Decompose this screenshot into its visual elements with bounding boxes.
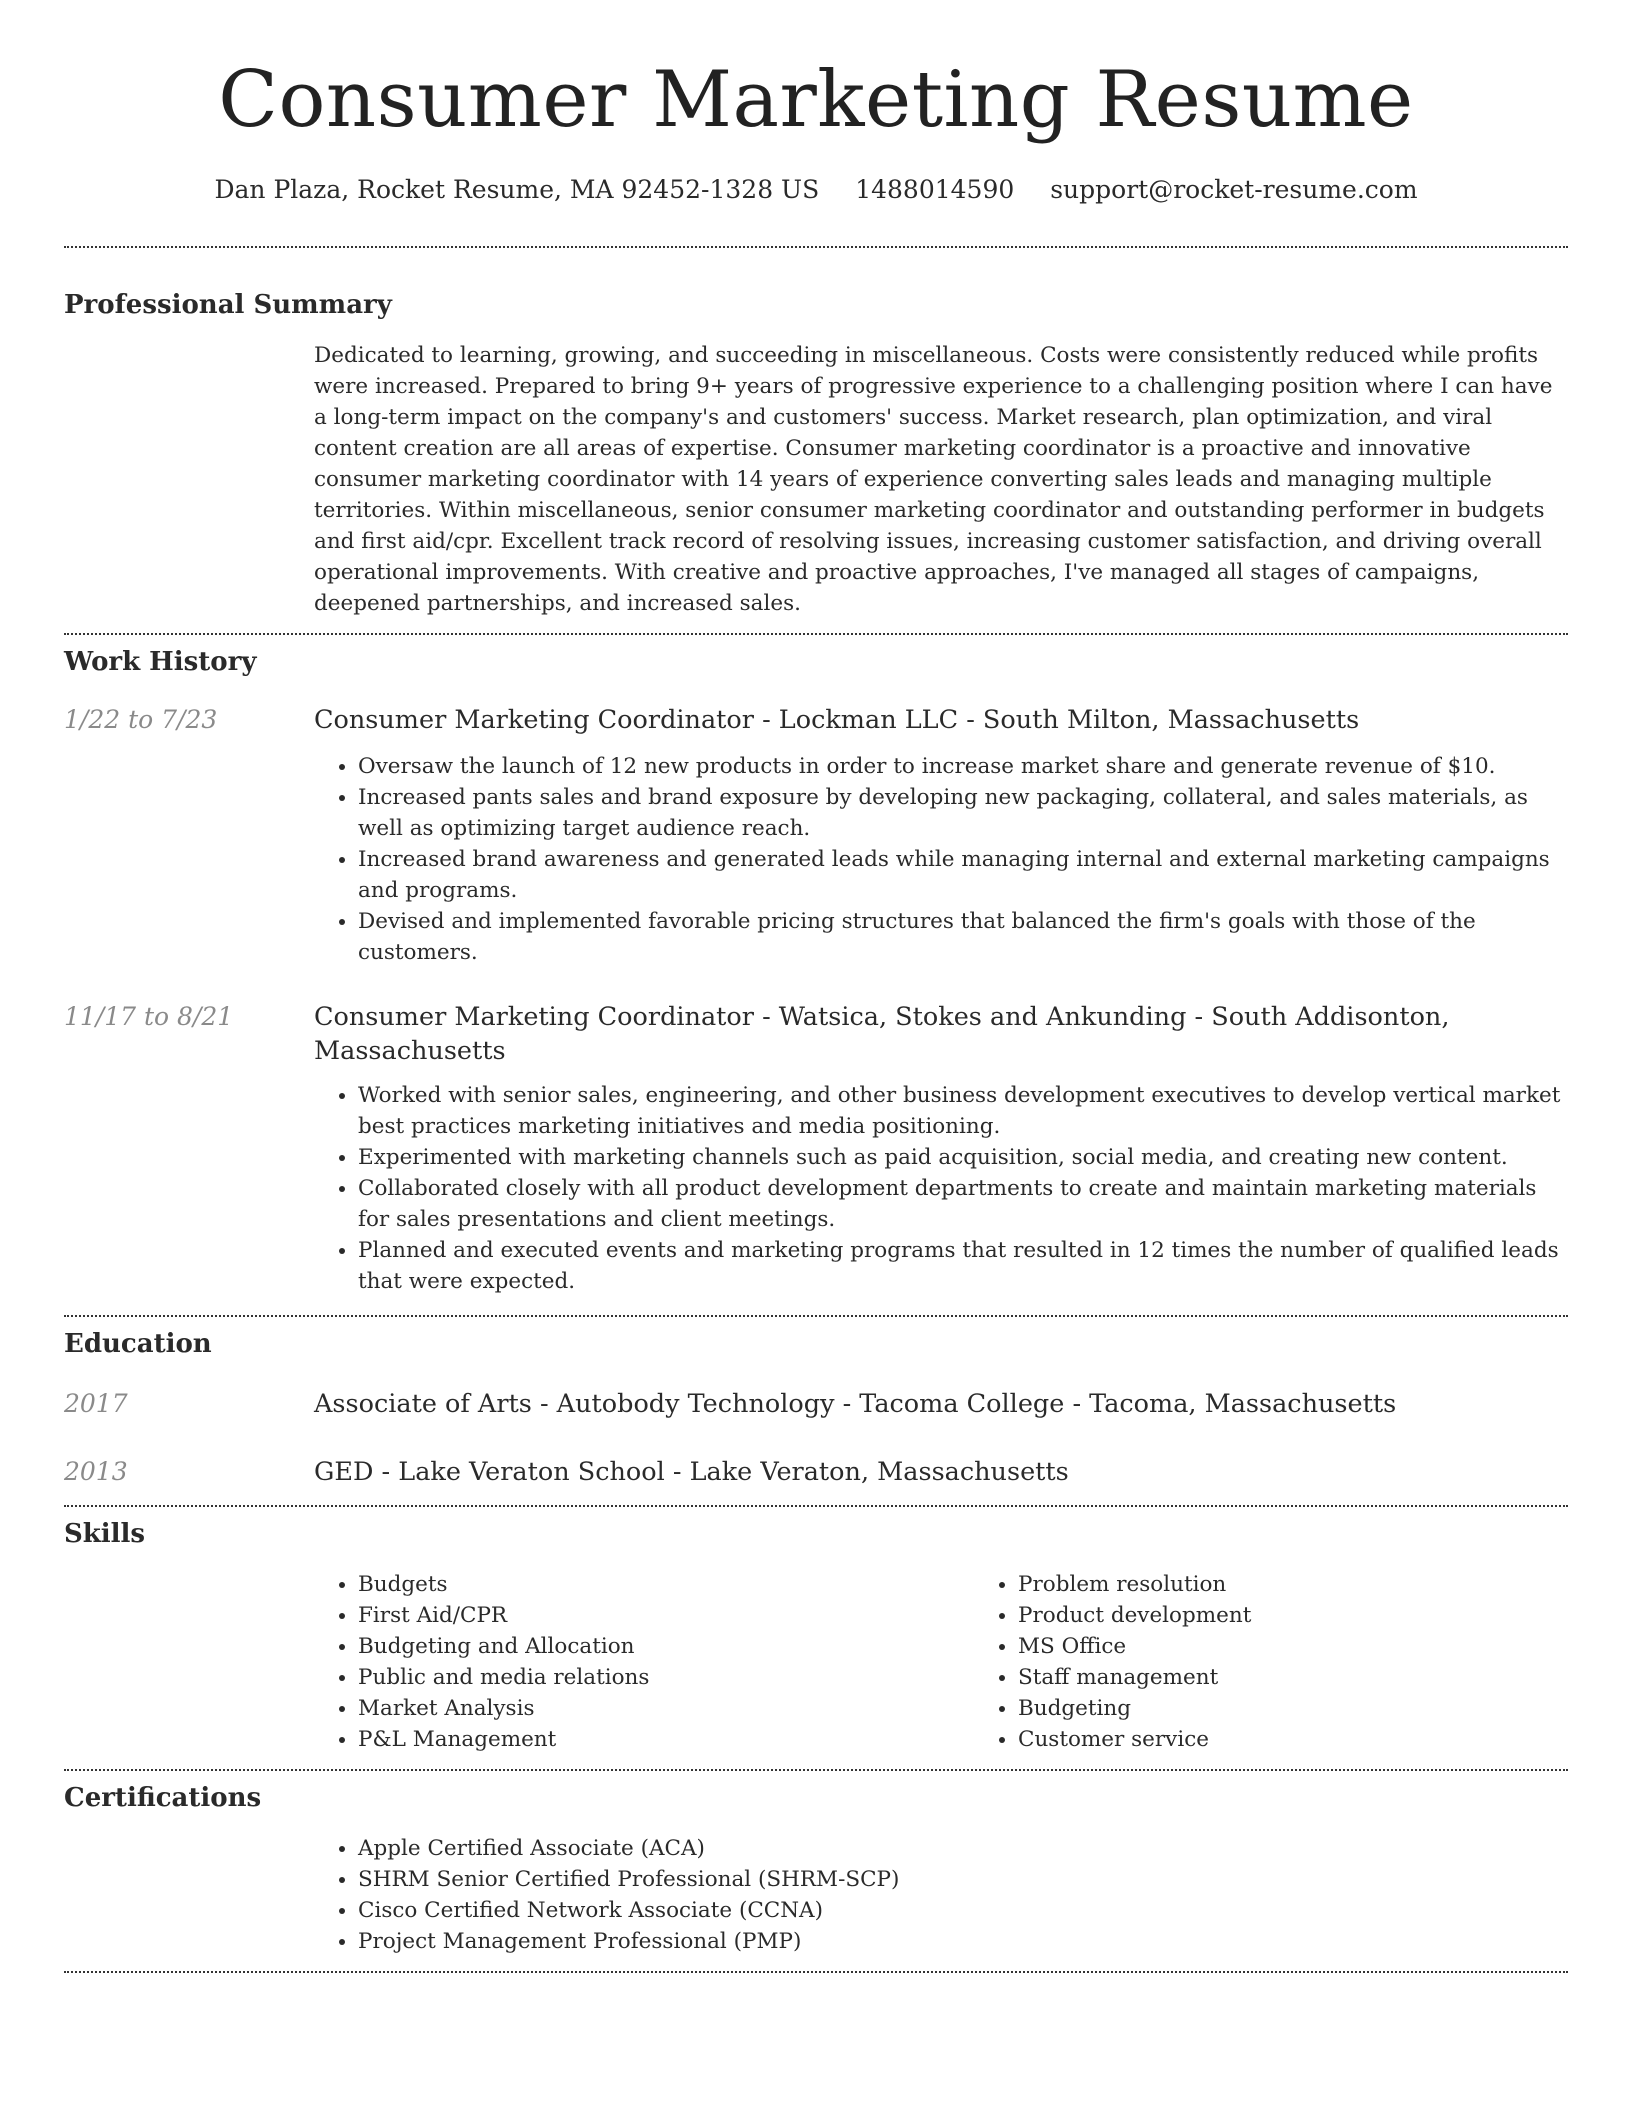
list-item: • Product development [1018, 1600, 1251, 1631]
contact-address: Dan Plaza, Rocket Resume, MA 92452-1328 US [214, 175, 820, 204]
work-section [64, 635, 1568, 1297]
list-item: • Planned and executed events and marketing programs that resulted in 12 times the number of qualified leads that were expected. [358, 1235, 1568, 1297]
job-entry [64, 1000, 1568, 1297]
list-item: • Cisco Certified Network Associate (CCNA) [358, 1895, 1568, 1926]
skills-list-right [974, 1569, 1251, 1755]
list-item: • SHRM Senior Certified Professional (SHRM-SCP) [358, 1864, 1568, 1895]
education-entry [64, 1387, 1568, 1421]
job-dates: 1/22 to 7/23 [64, 705, 218, 734]
contact-phone: 1488014590 [855, 175, 1015, 204]
list-item: • Budgeting and Allocation [358, 1631, 974, 1662]
list-item: • Customer service [1018, 1724, 1251, 1755]
summary-text: Dedicated to learning, growing, and succeeding in miscellaneous. Costs were consistently reduced while profits were increased. Prepared to bring 9+ years of progressive experience to a challenging position where I can have a long-term impact on the company's and customers' success. Market research, plan optimization, and viral content creation are all areas of expertise. Consumer marketing coordinator is a proactive and innovative consumer marketing coordinator with 14 years of experience converting sales leads and managing multiple territories. Within miscellaneous, senior consumer marketing coordinator and outstanding performer in budgets and first aid/cpr. Excellent track record of resolving issues, increasing customer satisfaction, and driving overall operational improvements. With creative and proactive approaches, I've managed all stages of campaigns, deepened partnerships, and increased sales. [314, 343, 1553, 616]
certifications-section [64, 1771, 1568, 1957]
list-item: • Budgeting [1018, 1693, 1251, 1724]
contact-line [64, 174, 1568, 206]
certifications-list [314, 1833, 1568, 1957]
list-item: • Devised and implemented favorable pricing structures that balanced the firm's goals with those of the customers. [358, 906, 1568, 968]
section-title-education: Education [64, 1329, 212, 1359]
list-item: • Apple Certified Associate (ACA) [358, 1833, 1568, 1864]
job-heading: Consumer Marketing Coordinator - Watsica, Stokes and Ankunding - South Addisonton, Massachusetts [314, 1002, 1450, 1066]
job-heading: Consumer Marketing Coordinator - Lockman LLC - South Milton, Massachusetts [314, 705, 1360, 735]
education-entry [64, 1455, 1568, 1489]
list-item: • Problem resolution [1018, 1569, 1251, 1600]
summary-section [64, 248, 1568, 619]
list-item: • Staff management [1018, 1662, 1251, 1693]
skills-list-left [314, 1569, 974, 1755]
skills-section [64, 1507, 1568, 1755]
list-item: • Public and media relations [358, 1662, 974, 1693]
contact-email: support@rocket-resume.com [1050, 175, 1418, 204]
section-title-certifications: Certifications [64, 1783, 262, 1813]
list-item: • Oversaw the launch of 12 new products in order to increase market share and generate revenue of $10. [358, 751, 1568, 782]
list-item: • Project Management Professional (PMP) [358, 1926, 1568, 1957]
education-year: 2013 [64, 1457, 128, 1486]
education-section [64, 1317, 1568, 1489]
list-item: • MS Office [1018, 1631, 1251, 1662]
list-item: • Collaborated closely with all product development departments to create and maintain marketing materials for sales presentations and client meetings. [358, 1173, 1568, 1235]
list-item: • Worked with senior sales, engineering, and other business development executives to develop vertical market best practices marketing initiatives and media positioning. [358, 1080, 1568, 1142]
list-item: • First Aid/CPR [358, 1600, 974, 1631]
education-heading: GED - Lake Veraton School - Lake Veraton, Massachusetts [314, 1457, 1069, 1487]
job-entry [64, 703, 1568, 968]
section-divider [64, 1971, 1568, 1973]
section-title-skills: Skills [64, 1519, 146, 1549]
list-item: • P&L Management [358, 1724, 974, 1755]
job-dates: 11/17 to 8/21 [64, 1002, 234, 1031]
list-item: • Experimented with marketing channels such as paid acquisition, social media, and creating new content. [358, 1142, 1568, 1173]
list-item: • Increased pants sales and brand exposure by developing new packaging, collateral, and sales materials, as well as optimizing target audience reach. [358, 782, 1568, 844]
list-item: • Increased brand awareness and generated leads while managing internal and external marketing campaigns and programs. [358, 844, 1568, 906]
section-title-summary: Professional Summary [64, 290, 392, 320]
resume-title: Consumer Marketing Resume [218, 55, 1414, 145]
list-item: • Budgets [358, 1569, 974, 1600]
education-year: 2017 [64, 1389, 128, 1418]
job-bullets [314, 751, 1568, 968]
education-heading: Associate of Arts - Autobody Technology - Tacoma College - Tacoma, Massachusetts [314, 1389, 1397, 1419]
section-title-work: Work History [64, 647, 257, 677]
job-bullets [314, 1080, 1568, 1297]
list-item: • Market Analysis [358, 1693, 974, 1724]
